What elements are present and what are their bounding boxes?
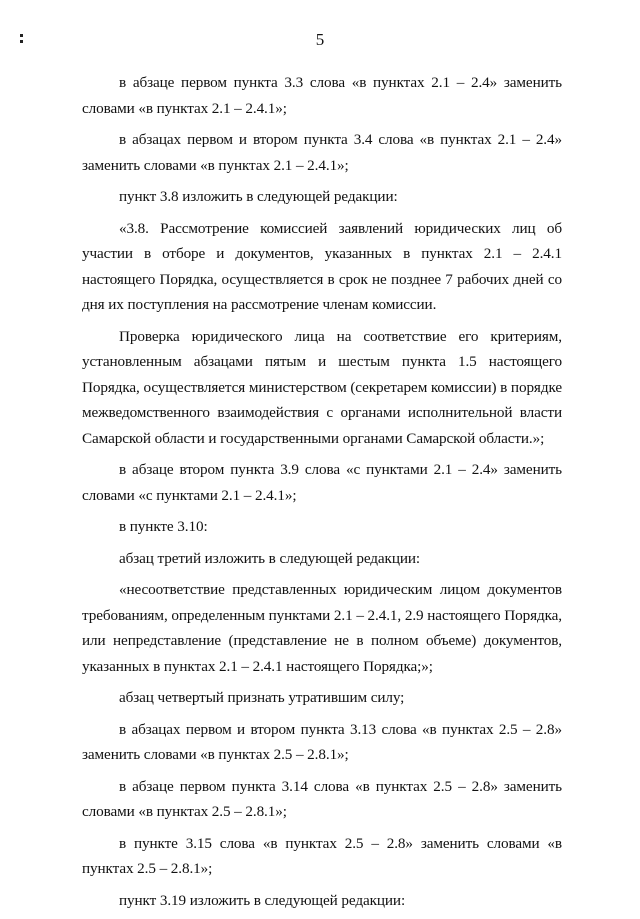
paragraph-12: в абзаце первом пункта 3.14 слова «в пунктах 2.5 – 2.8» заменить словами «в пунктах 2.5 – 2.8.1»; (82, 777, 562, 820)
paragraph-14: пункт 3.19 изложить в следующей редакции: (119, 891, 406, 909)
paragraph-2: в абзацах первом и втором пункта 3.4 слова «в пунктах 2.1 – 2.4» заменить словами «в пунктах 2.1 – 2.4.1»; (82, 131, 562, 174)
paragraph-11: в абзацах первом и втором пункта 3.13 слова «в пунктах 2.5 – 2.8» заменить словами «в пунктах 2.5 – 2.8.1»; (82, 720, 562, 763)
paragraph-7: в пункте 3.10: (119, 518, 208, 535)
page-number: 5 (315, 30, 325, 49)
paragraph-9: «несоответствие представленных юридическим лицом документов требованиям, определенным пунктами 2.1 – 2.4.1, 2.9 настоящего Порядка, или непредставление (представление не в полном объеме) документов, указанных в пунктах 2.1 – 2.4.1 настоящего Порядка;»; (82, 581, 562, 675)
paragraph-1: в абзаце первом пункта 3.3 слова «в пунктах 2.1 – 2.4» заменить словами «в пунктах 2.1 – 2.4.1»; (82, 74, 562, 117)
paragraph-8: абзац третий изложить в следующей редакции: (119, 549, 421, 567)
paragraph-13: в пункте 3.15 слова «в пунктах 2.5 – 2.8» заменить словами «в пунктах 2.5 – 2.8.1»; (82, 834, 562, 877)
paragraph-6: в абзаце втором пункта 3.9 слова «с пунктами 2.1 – 2.4» заменить словами «с пунктами 2.1 – 2.4.1»; (82, 461, 562, 504)
paragraph-10: абзац четвертый признать утратившим силу; (119, 689, 405, 706)
paragraph-3: пункт 3.8 изложить в следующей редакции: (119, 188, 398, 205)
document-body (82, 70, 562, 919)
paragraph-5: Проверка юридического лица на соответствие его критериям, установленным абзацами пятым и шестым пункта 1.5 настоящего Порядка, осуществляется министерством (секретарем комиссии) в порядке межведомственного взаимодействия с органами исполнительной власти Самарской области и государственными органами Самарской области.»; (82, 327, 562, 447)
paragraph-4: «3.8. Рассмотрение комиссией заявлений юридических лиц об участии в отборе и документов, указанных в пунктах 2.1 – 2.4.1 настоящего Порядка, осуществляется в срок не позднее 7 рабочих дней со дня их поступления на рассмотрение членам комиссии. (82, 219, 562, 313)
